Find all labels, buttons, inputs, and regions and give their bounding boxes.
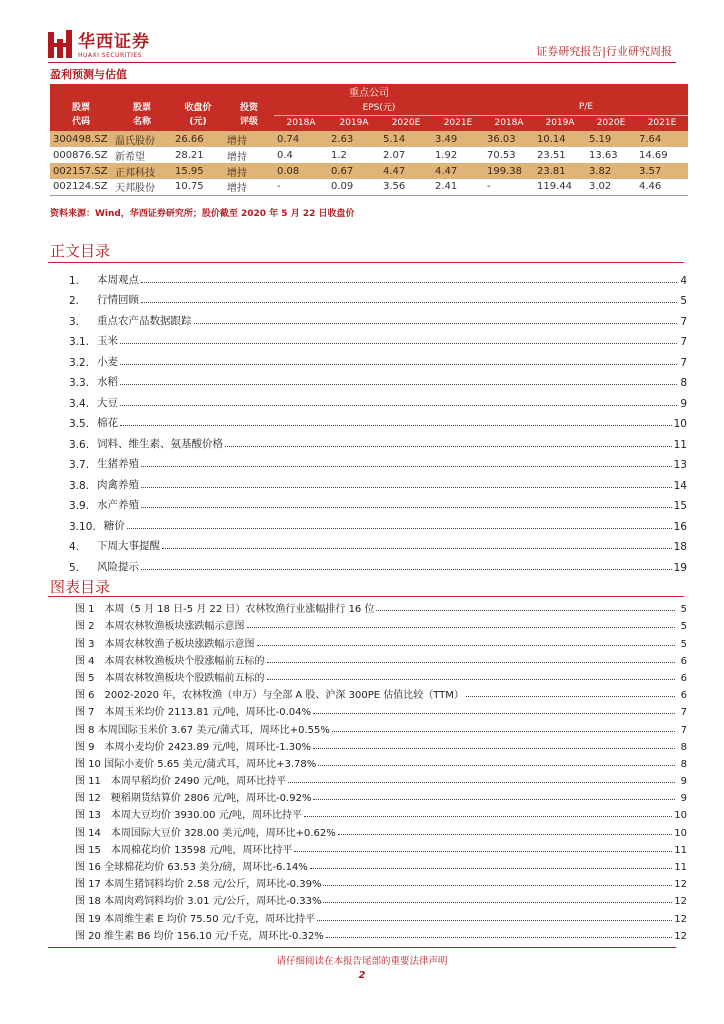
toc-label: 水稻: [97, 376, 119, 388]
figure-label: 图 14 本周国际大豆价 328.00 美元/吨，周环比+0.62%: [75, 827, 336, 839]
figure-entry[interactable]: [75, 890, 687, 907]
dot-leader: [141, 487, 672, 488]
figure-page: 6: [680, 672, 687, 684]
figure-page: 6: [680, 655, 687, 667]
dot-leader: [127, 528, 672, 529]
figure-entry[interactable]: [75, 667, 687, 684]
figure-page: 9: [680, 776, 687, 788]
dot-leader: [141, 466, 672, 467]
toc-number: 3.6.: [69, 438, 90, 451]
figure-entry[interactable]: [75, 684, 687, 701]
toc-list: [69, 266, 687, 574]
dot-leader: [318, 765, 675, 766]
col-price: 收盘价 (元): [172, 99, 224, 131]
footer-divider: [48, 947, 676, 948]
figure-label: 图 6 2002-2020 年，农林牧渔（申万）与全部 A 股、沪深 300PE 估值比较（TTM）: [75, 690, 464, 702]
eps-value: 4.47: [432, 163, 484, 179]
toc-label: 棉花: [97, 417, 119, 429]
toc-entry[interactable]: [69, 369, 687, 390]
figure-label: 图 4 本周农林牧渔板块个股涨幅前五标的: [75, 655, 265, 667]
figure-label: 图 10 国际小麦价 5.65 美元/蒲式耳，周环比+3.78%: [75, 758, 317, 770]
eps-value: 1.2: [328, 147, 380, 163]
figure-label: 图 2 本周农林牧渔板块涨跌幅示意图: [75, 621, 245, 633]
toc-number: 3.8.: [69, 479, 90, 492]
figure-label: 图 11 本周早稻均价 2490 元/吨，周环比持平: [75, 776, 287, 788]
figure-page: 5: [680, 621, 687, 633]
figure-entry[interactable]: [75, 650, 687, 667]
toc-label: 重点农产品数据跟踪: [97, 314, 192, 327]
toc-divider: [48, 262, 684, 263]
pe-value: 3.57: [636, 163, 688, 179]
eps-value: 0.74: [274, 131, 328, 147]
dot-leader: [141, 282, 677, 283]
figure-label: 图 18 本周肉鸡饲料均价 3.01 元/公斤，周环比-0.33%: [75, 896, 322, 908]
pe-value: 23.51: [534, 147, 586, 163]
figure-entry[interactable]: [75, 873, 687, 890]
toc-page: 11: [673, 438, 687, 451]
pe-value: 4.46: [636, 179, 688, 195]
toc-entry[interactable]: [69, 328, 687, 349]
toc-entry[interactable]: [69, 287, 687, 308]
figure-entry[interactable]: [75, 598, 687, 615]
figure-entry[interactable]: [75, 736, 687, 753]
forecast-table: [50, 84, 688, 196]
toc-number: 3.1.: [69, 336, 90, 348]
forecast-title: 盈利预测与估值: [50, 68, 127, 81]
figure-page: 5: [680, 604, 687, 616]
toc-page: 15: [673, 500, 687, 512]
toc-label: 饲料、维生素、氨基酸价格: [97, 437, 224, 450]
stock-name: 新希望: [112, 147, 172, 163]
figure-entry[interactable]: [75, 787, 687, 804]
toc-entry[interactable]: [69, 492, 687, 513]
table-row: [50, 131, 688, 147]
dot-leader: [310, 868, 672, 869]
toc-page: 7: [680, 315, 687, 328]
figure-page: 12: [674, 930, 687, 942]
toc-page: 18: [673, 541, 687, 553]
toc-page: 7: [680, 356, 687, 369]
pe-year: 2020E: [586, 115, 636, 131]
dot-leader: [304, 816, 672, 817]
figure-page: 10: [674, 827, 687, 839]
dot-leader: [294, 851, 672, 852]
legal-notice: 请仔细阅读在本报告尾部的重要法律声明: [276, 956, 448, 967]
dot-leader: [247, 627, 675, 628]
toc-page: 7: [680, 336, 687, 348]
figure-entry[interactable]: [75, 770, 687, 787]
dot-leader: [194, 323, 678, 324]
toc-number: 3.7.: [69, 459, 90, 471]
toc-title: 正文目录: [50, 242, 111, 260]
eps-value: 0.4: [274, 147, 328, 163]
toc-label: 水产养殖: [97, 499, 140, 511]
figures-title: 图表目录: [50, 578, 111, 596]
toc-number: 1.: [69, 274, 80, 287]
figure-page: 7: [680, 707, 687, 719]
figure-page: 12: [674, 913, 687, 925]
figure-entry[interactable]: [75, 718, 687, 735]
toc-page: 16: [673, 520, 687, 533]
pe-value: 7.64: [636, 131, 688, 147]
pe-value: 3.02: [586, 179, 636, 195]
dot-leader: [466, 696, 675, 697]
close-price: 28.21: [172, 147, 224, 163]
toc-page: 19: [673, 561, 687, 574]
eps-year: 2018A: [274, 115, 328, 131]
figure-label: 图 15 本周棉花均价 13598 元/吨，周环比持平: [75, 844, 293, 856]
page-number: 2: [358, 970, 366, 981]
group-title: 重点公司: [50, 84, 688, 99]
toc-number: 3.2.: [69, 356, 90, 369]
dot-leader: [288, 782, 675, 783]
figure-entry[interactable]: [75, 856, 687, 873]
dot-leader: [267, 679, 675, 680]
col-rating: 投资 评级: [224, 99, 274, 131]
eps-value: 0.08: [274, 163, 328, 179]
eps-value: 5.14: [380, 131, 432, 147]
figure-entry[interactable]: [75, 839, 687, 856]
figure-entry[interactable]: [75, 804, 687, 821]
table-row: [50, 163, 688, 179]
toc-label: 生猪养殖: [97, 458, 140, 470]
pe-value: 199.38: [484, 163, 534, 179]
toc-number: 3.4.: [69, 397, 90, 410]
eps-value: 2.63: [328, 131, 380, 147]
table-row: [50, 179, 688, 195]
figure-label: 图 13 本周大豆均价 3930.00 元/吨，周环比持平: [75, 810, 302, 822]
figure-label: 图 8 本周国际玉米价 3.67 美元/蒲式耳，周环比+0.55%: [75, 724, 330, 736]
dot-leader: [332, 731, 675, 732]
toc-label: 风险提示: [97, 560, 139, 573]
toc-page: 4: [680, 274, 687, 287]
stock-name: 正邦科技: [112, 163, 172, 179]
pe-value: -: [484, 179, 534, 195]
dot-leader: [225, 446, 672, 447]
rating: 增持: [224, 131, 274, 147]
figure-page: 12: [674, 896, 687, 908]
toc-label: 大豆: [97, 396, 119, 409]
dot-leader: [141, 507, 672, 508]
dot-leader: [141, 569, 672, 570]
toc-page: 9: [680, 397, 687, 410]
figures-divider: [48, 596, 684, 597]
toc-number: 3.9.: [69, 500, 90, 512]
eps-value: 2.07: [380, 147, 432, 163]
logo-mark-icon: [48, 30, 72, 60]
toc-entry[interactable]: [69, 389, 687, 410]
dot-leader: [267, 662, 675, 663]
stock-code: 002124.SZ: [50, 179, 112, 195]
toc-number: 3.3.: [69, 377, 90, 389]
header-divider: [48, 62, 676, 63]
company-logo: [48, 30, 150, 60]
toc-label: 行情回顾: [97, 294, 139, 306]
toc-page: 13: [673, 459, 687, 471]
toc-entry[interactable]: [69, 410, 687, 431]
figure-page: 6: [680, 690, 687, 702]
figure-entry[interactable]: [75, 753, 687, 770]
dot-leader: [313, 799, 675, 800]
toc-page: 10: [673, 418, 687, 430]
close-price: 26.66: [172, 131, 224, 147]
pe-value: 14.69: [636, 147, 688, 163]
dot-leader: [120, 405, 677, 406]
eps-value: 2.41: [432, 179, 484, 195]
rating: 增持: [224, 163, 274, 179]
eps-value: 1.92: [432, 147, 484, 163]
figure-label: 图 9 本周小麦均价 2423.89 元/吨，周环比-1.30%: [75, 741, 311, 753]
pe-year: 2018A: [484, 115, 534, 131]
table-source: 资料来源：Wind，华西证券研究所；股价截至 2020 年 5 月 22 日收盘价: [50, 209, 355, 219]
toc-label: 本周观点: [97, 273, 139, 286]
figure-entry[interactable]: [75, 821, 687, 838]
logo-chinese: 华西证券: [78, 31, 150, 52]
figure-page: 11: [674, 844, 687, 856]
figure-label: 图 19 本周维生素 E 均价 75.50 元/千克，周环比持平: [75, 913, 316, 925]
stock-code: 002157.SZ: [50, 163, 112, 179]
toc-number: 3.: [69, 315, 80, 328]
toc-page: 14: [673, 479, 687, 492]
stock-code: 000876.SZ: [50, 147, 112, 163]
toc-entry[interactable]: [69, 348, 687, 369]
dot-leader: [257, 645, 675, 646]
toc-number: 2.: [69, 295, 80, 307]
figure-entry[interactable]: [75, 701, 687, 718]
toc-entry[interactable]: [69, 553, 687, 574]
toc-label: 糖价: [103, 519, 125, 532]
pe-value: 3.82: [586, 163, 636, 179]
logo-english: HUAXI SECURITIES: [78, 51, 142, 59]
figure-label: 图 17 本周生猪饲料均价 2.58 元/公斤，周环比-0.39%: [75, 879, 322, 891]
toc-number: 3.5.: [69, 418, 90, 430]
pe-year: 2021E: [636, 115, 688, 131]
figure-entry[interactable]: [75, 925, 687, 942]
toc-entry[interactable]: [69, 512, 687, 533]
figure-label: 图 5 本周农林牧渔板块个股跌幅前五标的: [75, 672, 265, 684]
figure-page: 11: [674, 862, 687, 873]
figure-entry[interactable]: [75, 615, 687, 632]
dot-leader: [326, 937, 673, 938]
dot-leader: [376, 610, 675, 611]
eps-value: 4.47: [380, 163, 432, 179]
pe-value: 36.03: [484, 131, 534, 147]
report-type: 证券研究报告|行业研究周报: [536, 45, 672, 58]
toc-label: 玉米: [97, 335, 119, 347]
figure-page: 8: [680, 741, 687, 753]
figure-entry[interactable]: [75, 632, 687, 649]
toc-label: 肉禽养殖: [97, 478, 140, 491]
pe-value: 70.53: [484, 147, 534, 163]
figure-label: 图 7 本周玉米均价 2113.81 元/吨，周环比-0.04%: [75, 707, 311, 719]
toc-entry[interactable]: [69, 307, 687, 328]
dot-leader: [323, 885, 672, 886]
toc-entry[interactable]: [69, 451, 687, 472]
dot-leader: [120, 343, 677, 344]
col-name: 股票 名称: [112, 99, 172, 131]
figure-label: 图 3 本周农林牧渔子板块涨跌幅示意图: [75, 638, 255, 650]
toc-number: 3.10.: [69, 520, 96, 533]
toc-entry[interactable]: [69, 266, 687, 287]
toc-label: 小麦: [97, 355, 119, 368]
eps-year: 2019A: [328, 115, 380, 131]
figure-page: 9: [680, 793, 687, 805]
toc-page: 8: [680, 377, 687, 389]
eps-value: 0.09: [328, 179, 380, 195]
figure-entry[interactable]: [75, 907, 687, 924]
dot-leader: [317, 920, 672, 921]
figure-label: 图 16 全球棉花均价 63.53 美分/磅，周环比-6.14%: [75, 862, 308, 873]
eps-header: EPS(元): [274, 99, 484, 115]
close-price: 15.95: [172, 163, 224, 179]
pe-value: 23.81: [534, 163, 586, 179]
pe-value: 10.14: [534, 131, 586, 147]
eps-value: -: [274, 179, 328, 195]
rating: 增持: [224, 179, 274, 195]
dot-leader: [323, 902, 672, 903]
figure-list: [75, 598, 687, 942]
col-code: 股票 代码: [50, 99, 112, 131]
toc-entry[interactable]: [69, 533, 687, 554]
close-price: 10.75: [172, 179, 224, 195]
figure-label: 图 20 维生素 B6 均价 156.10 元/千克，周环比-0.32%: [75, 930, 324, 942]
eps-value: 3.56: [380, 179, 432, 195]
rating: 增持: [224, 147, 274, 163]
dot-leader: [141, 302, 677, 303]
stock-code: 300498.SZ: [50, 131, 112, 147]
figure-page: 5: [680, 638, 687, 650]
pe-year: 2019A: [534, 115, 586, 131]
eps-value: 3.49: [432, 131, 484, 147]
pe-value: 5.19: [586, 131, 636, 147]
eps-year: 2020E: [380, 115, 432, 131]
eps-year: 2021E: [432, 115, 484, 131]
toc-label: 下周大事提醒: [97, 540, 160, 552]
table-row: [50, 147, 688, 163]
dot-leader: [313, 748, 675, 749]
stock-name: 天邦股份: [112, 179, 172, 195]
dot-leader: [338, 834, 672, 835]
dot-leader: [162, 548, 672, 549]
stock-name: 温氏股份: [112, 131, 172, 147]
toc-number: 4.: [69, 541, 80, 553]
dot-leader: [313, 713, 675, 714]
pe-header: P/E: [484, 99, 688, 115]
pe-value: 119.44: [534, 179, 586, 195]
dot-leader: [120, 425, 672, 426]
toc-entry[interactable]: [69, 471, 687, 492]
toc-entry[interactable]: [69, 430, 687, 451]
pe-value: 13.63: [586, 147, 636, 163]
figure-page: 8: [680, 758, 687, 770]
figure-page: 12: [674, 879, 687, 891]
figure-page: 10: [674, 810, 687, 822]
figure-label: 图 12 粳稻期货结算价 2806 元/吨，周环比-0.92%: [75, 793, 312, 805]
eps-value: 0.67: [328, 163, 380, 179]
toc-number: 5.: [69, 561, 80, 574]
dot-leader: [120, 364, 677, 365]
dot-leader: [120, 384, 677, 385]
figure-label: 图 1 本周（5 月 18 日-5 月 22 日）农林牧渔行业涨幅排行 16 位: [75, 604, 375, 616]
toc-page: 5: [680, 295, 687, 307]
figure-page: 7: [680, 724, 687, 736]
